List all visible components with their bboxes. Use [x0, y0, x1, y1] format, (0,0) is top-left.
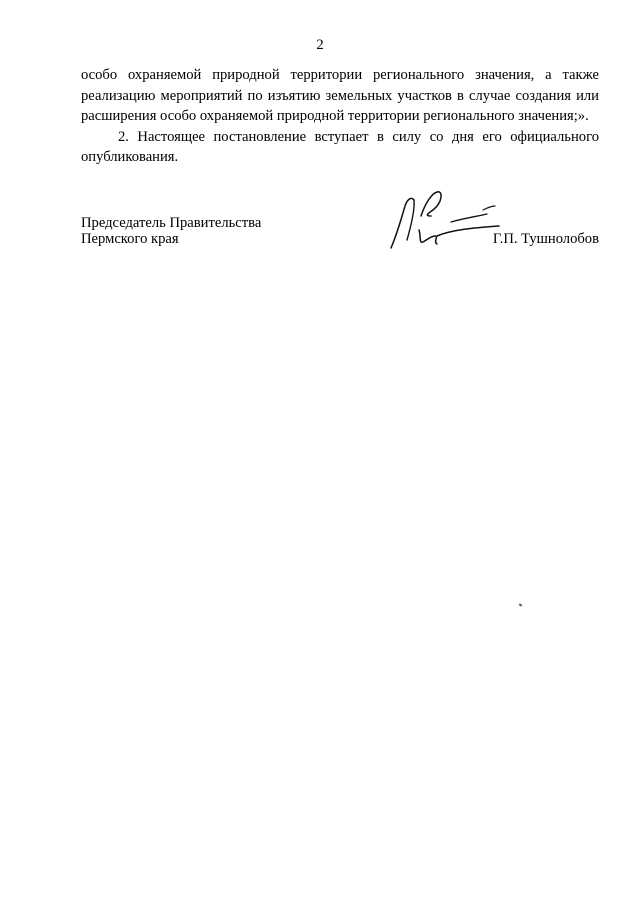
paragraph-continuation: особо охраняемой природной территории регионального значения, а также реализацию мероприятий по изъятию земельных участков в случае создания или расширения особо охраняемой природной территории регионального значения;».	[81, 67, 599, 125]
paragraph-2: 2. Настоящее постановление вступает в силу со дня его официального опубликования.	[81, 128, 599, 166]
document-body	[81, 65, 599, 168]
page-number: 2	[316, 37, 324, 53]
signer-name: Г.П. Тушнолобов	[492, 231, 599, 247]
scan-speck	[519, 603, 523, 606]
signature-block	[81, 216, 599, 276]
signer-position	[81, 216, 261, 247]
signer-position-line-2: Пермского края	[81, 230, 179, 247]
signer-position-line-1: Председатель Правительства	[81, 215, 262, 231]
handwritten-signature	[381, 186, 511, 258]
